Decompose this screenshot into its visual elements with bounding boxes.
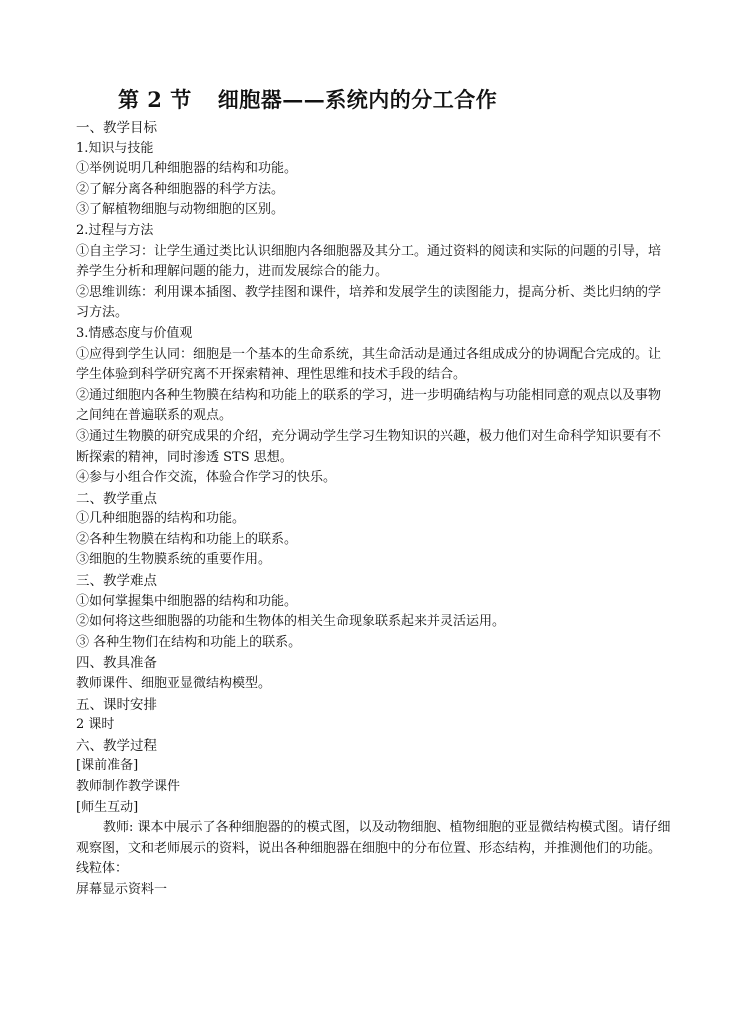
- knowledge-item: ①举例说明几种细胞器的结构和功能。: [76, 161, 298, 177]
- interaction-label: [师生互动]: [76, 799, 139, 815]
- mitochondria-label: 线粒体：: [76, 861, 129, 877]
- attitude-heading: 3.情感态度与价值观: [76, 325, 193, 341]
- knowledge-item: ②了解分离各种细胞器的科学方法。: [76, 181, 285, 197]
- difficulty-item: ③ 各种生物们在结构和功能上的联系。: [76, 634, 302, 650]
- section-topic: 细胞器——系统内的分工合作: [217, 87, 498, 112]
- key-points-heading: 二、教学重点: [76, 490, 157, 507]
- attitude-item: ④参与小组合作交流，体验合作学习的快乐。: [76, 470, 337, 486]
- key-point-item: ②各种生物膜在结构和功能上的联系。: [76, 531, 298, 547]
- screen-material-text: 屏幕显示资料一: [76, 881, 168, 897]
- process-method-item: ①自主学习：让学生通过类比认识细胞内各细胞器及其分工。通过资料的阅读和实际的问题的引导，培养学生分析和理解问题的能力，进而发展综合的能力。: [76, 243, 662, 280]
- attitude-item: ③通过生物膜的研究成果的介绍，充分调动学生学习生物知识的兴趣，极力他们对生命科学知识要有不断探索的精神，同时渗透 STS 思想。: [76, 428, 662, 465]
- schedule-heading: 五、课时安排: [76, 696, 157, 713]
- teaching-process-heading: 六、教学过程: [76, 737, 157, 754]
- materials-text: 教师课件、细胞亚显微结构模型。: [76, 676, 272, 692]
- attitude-item: ②通过细胞内各种生物膜在结构和功能上的联系的学习，进一步明确结构与功能相同意的观点以及事物之间纯在普遍联系的观点。: [76, 387, 662, 424]
- schedule-text: 2 课时: [76, 717, 115, 733]
- difficulty-item: ②如何将这些细胞器的功能和生物体的相关生命现象联系起来并灵活运用。: [76, 614, 506, 630]
- teacher-paragraph: 教师: 课本中展示了各种细胞器的的模式图，以及动物细胞、植物细胞的亚显微结构模式图。请仔细观察图，文和老师展示的资料，说出各种细胞器在细胞中的分布位置、形态结构，并推测他们的功能。: [76, 820, 671, 856]
- key-point-item: ①几种细胞器的结构和功能。: [76, 511, 246, 527]
- knowledge-item: ③了解植物细胞与动物细胞的区别。: [76, 202, 285, 218]
- pre-class-label: [课前准备]: [76, 758, 139, 774]
- process-method-item: ②思维训练：利用课本插图、教学挂图和课件，培养和发展学生的读图能力，提高分析、类比归纳的学习方法。: [76, 284, 662, 321]
- key-point-item: ③细胞的生物膜系统的重要作用。: [76, 552, 272, 568]
- knowledge-heading: 1.知识与技能: [76, 140, 154, 156]
- document-body: [76, 118, 672, 901]
- objectives-heading: 一、教学目标: [76, 120, 157, 136]
- process-method-heading: 2.过程与方法: [76, 222, 154, 238]
- section-number: 第 2 节: [118, 87, 192, 112]
- pre-class-text: 教师制作教学课件: [76, 779, 181, 794]
- page-title: [118, 84, 497, 114]
- difficulty-item: ①如何掌握集中细胞器的结构和功能。: [76, 593, 298, 609]
- attitude-item: ①应得到学生认同：细胞是一个基本的生命系统，其生命活动是通过各组成成分的协调配合完成的。让学生体验到科学研究离不开探索精神、理性思维和技术手段的结合。: [76, 346, 662, 383]
- materials-heading: 四、教具准备: [76, 655, 157, 672]
- difficulties-heading: 三、教学难点: [76, 573, 157, 590]
